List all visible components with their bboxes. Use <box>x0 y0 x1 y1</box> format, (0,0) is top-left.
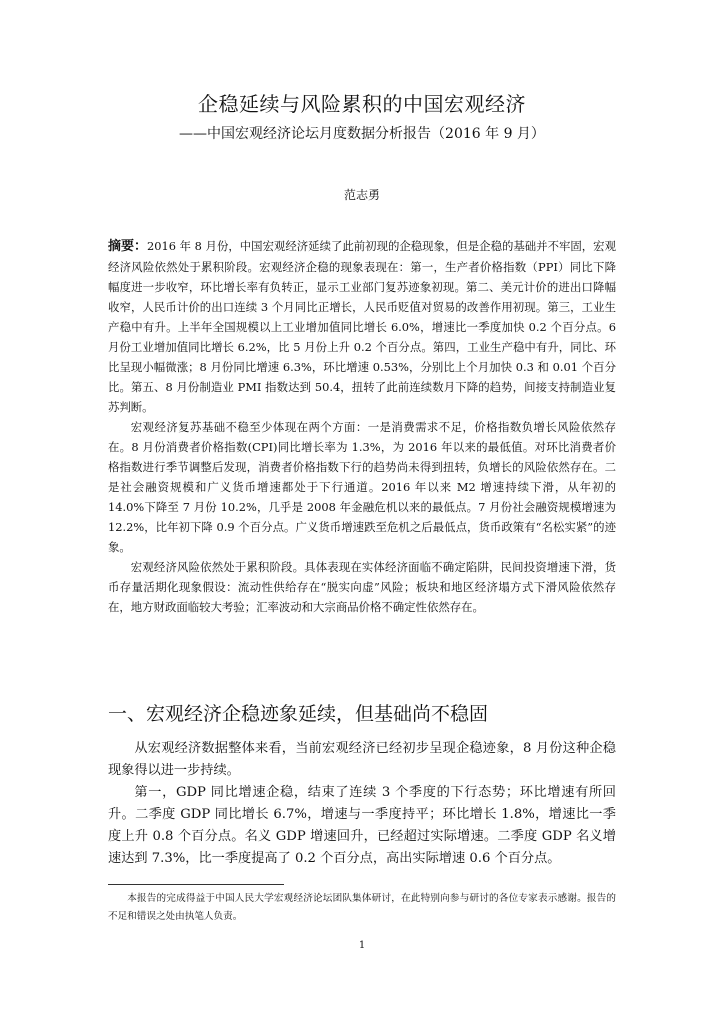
section-body <box>108 738 616 870</box>
abstract-text-1: 2016 年 8 月份，中国宏观经济延续了此前初现的企稳现象，但是企稳的基础并不牢固，宏观经济风险依然处于累积阶段。宏观经济企稳的现象表现在：第一，生产者价格指数（PPI）同比下降幅度进一步收窄，环比增长率有负转正，显示工业部门复苏迹象初现。第二、美元计价的进出口降幅收窄，人民币计价的出口连续 3 个月同比正增长，人民币贬值对贸易的改善作用初现。第三，工业生产稳中有升。上半年全国规模以上工业增加值同比增长 6.0%，增速比一季度加快 0.2 个百分点。6 月份工业增加值同比增长 6.2%，比 5 月份上升 0.2 个百分点。第四，工业生产稳中有升，同比、环比呈现小幅微涨；8 月份同比增速 6.3%，环比增速 0.53%，分别比上个月加快 0.3 和 0.01 个百分比。第五、8 月份制造业 PMI 指数达到 50.4，扭转了此前连续数月下降的趋势，间接支持制造业复苏判断。 <box>108 239 616 414</box>
abstract-paragraph-1 <box>108 236 616 417</box>
author-name: 范志勇 <box>343 188 380 202</box>
section-heading: 一、宏观经济企稳迹象延续，但基础尚不稳固 <box>108 703 489 725</box>
abstract-paragraph-2: 宏观经济复苏基础不稳至少体现在两个方面：一是消费需求不足，价格指数负增长风险依然存在。8 月份消费者价格指数(CPI)同比增长率为 1.3%，为 2016 年以来的最低值。对环比消费者价格指数进行季节调整后发现，消费者价格指数下行的趋势尚未得到扭转，负增长的风险依然存在。二是社会融资规模和广义货币增速都处于下行通道。2016 年以来 M2 增速持续下滑，从年初的 14.0%下降至 7 月份 10.2%，几乎是 2008 年金融危机以来的最低点。7 月份社会融资规模增速为 12.2%，比年初下降 0.9 个百分点。广义货币增速跌至危机之后最低点，货币政策有“名松实紧”的迹象。 <box>108 420 616 554</box>
footnote: 本报告的完成得益于中国人民大学宏观经济论坛团队集体研讨，在此特别向参与研讨的各位专家表示感谢。报告的不足和错误之处由执笔人负责。 <box>108 893 616 922</box>
abstract-paragraph-3: 宏观经济风险依然处于累积阶段。具体表现在实体经济面临不确定陷阱，民间投资增速下滑，货币存量活期化现象假设：流动性供给存在“脱实向虚”风险；板块和地区经济塌方式下滑风险依然存在，地方财政面临较大考验；汇率波动和大宗商品价格不确定性依然存在。 <box>108 560 616 614</box>
document-title: 企稳延续与风险累积的中国宏观经济 <box>198 92 526 116</box>
page-number: 1 <box>358 940 366 951</box>
footnote-divider <box>108 884 284 885</box>
abstract-block <box>108 236 616 617</box>
abstract-label: 摘要： <box>108 239 148 254</box>
body-paragraph-1: 从宏观经济数据整体来看，当前宏观经济已经初步呈现企稳迹象，8 月份这种企稳现象得以进一步持续。 <box>108 741 616 778</box>
body-paragraph-2: 第一，GDP 同比增速企稳，结束了连续 3 个季度的下行态势；环比增速有所回升。二季度 GDP 同比增长 6.7%，增速与一季度持平；环比增长 1.8%，增速比一季度上升 0.8 个百分点。名义 GDP 增速回升，已经超过实际增速。二季度 GDP 名义增速达到 7.3%，比一季度提高了 0.2 个百分点，高出实际增速 0.6 个百分点。 <box>108 785 616 866</box>
document-subtitle: ——中国宏观经济论坛月度数据分析报告（2016 年 9 月） <box>179 126 545 142</box>
